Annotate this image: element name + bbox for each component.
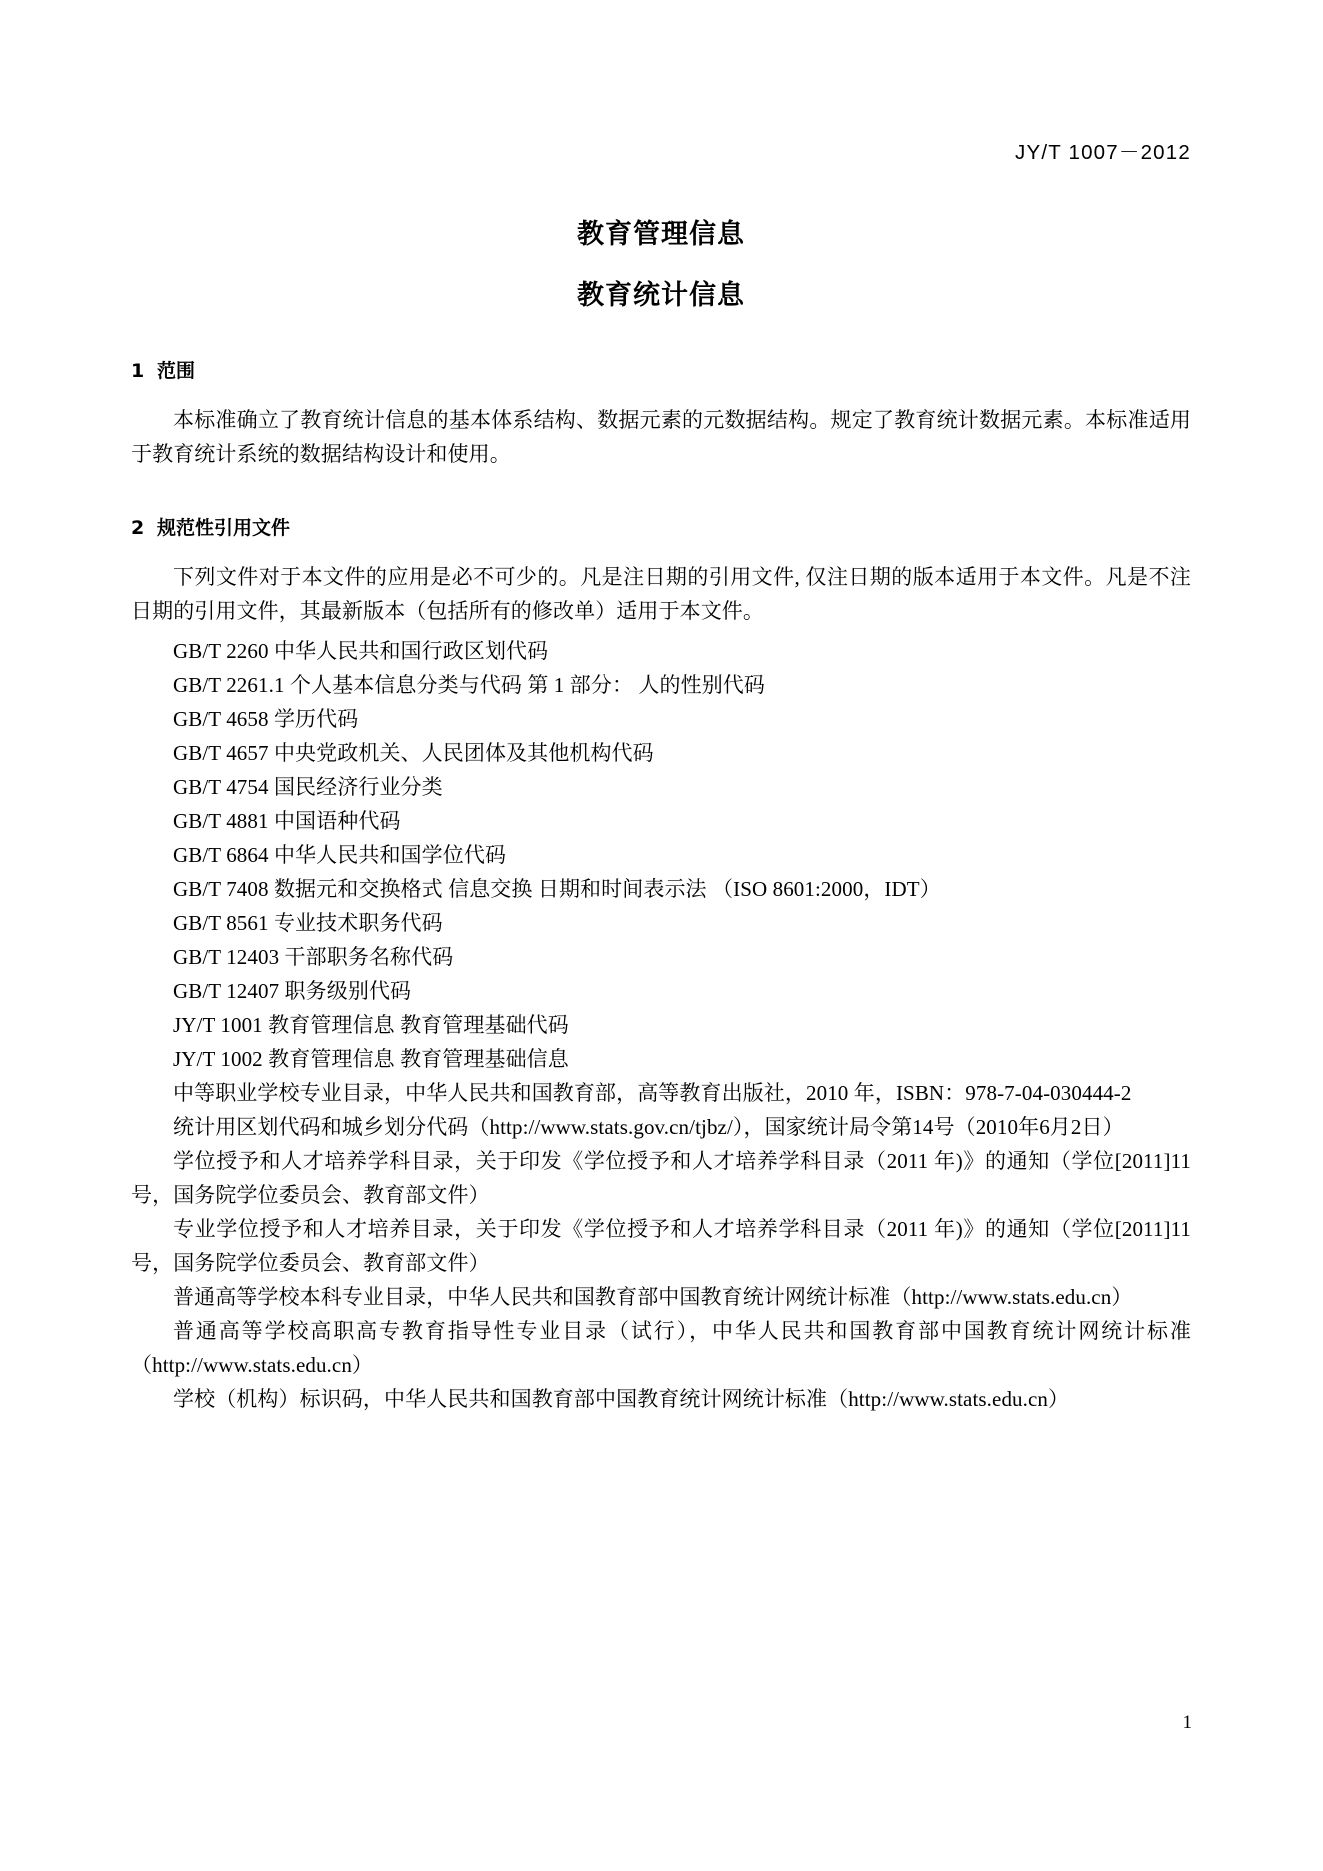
reference-item: 统计用区划代码和城乡划分代码（http://www.stats.gov.cn/tjbz/），国家统计局令第14号（2010年6月2日） [173, 1115, 1124, 1140]
reference-item: GB/T 12407 职务级别代码 [173, 979, 412, 1004]
reference-item: GB/T 7408 数据元和交换格式 信息交换 日期和时间表示法 （ISO 8601:2000，IDT） [173, 877, 941, 902]
reference-item: GB/T 8561 专业技术职务代码 [173, 911, 443, 936]
reference-item: GB/T 4754 国民经济行业分类 [173, 775, 443, 800]
reference-item: GB/T 4658 学历代码 [173, 707, 359, 732]
page-content [131, 0, 1191, 1416]
standard-number: JY/T 1007－2012 [1015, 141, 1191, 164]
reference-item: JY/T 1001 教育管理信息 教育管理基础代码 [173, 1013, 569, 1038]
reference-item: JY/T 1002 教育管理信息 教育管理基础信息 [173, 1047, 569, 1072]
reference-item: 中等职业学校专业目录，中华人民共和国教育部，高等教育出版社，2010 年，ISBN：978-7-04-030444-2 [173, 1081, 1132, 1106]
reference-item: 普通高等学校高职高专教育指导性专业目录（试行），中华人民共和国教育部中国教育统计网统计标准（http://www.stats.edu.cn） [131, 1319, 1191, 1378]
section-1-paragraph: 本标准确立了教育统计信息的基本体系结构、数据元素的元数据结构。规定了教育统计数据元素。本标准适用于教育统计系统的数据结构设计和使用。 [131, 408, 1191, 467]
reference-item: GB/T 4881 中国语种代码 [173, 809, 401, 834]
document-title-line2: 教育统计信息 [577, 280, 745, 311]
reference-item: 学校（机构）标识码，中华人民共和国教育部中国教育统计网统计标准（http://www.stats.edu.cn） [173, 1387, 1070, 1412]
section-heading-scope [131, 356, 1191, 383]
section-title-1: 范围 [157, 360, 196, 382]
section-title-2: 规范性引用文件 [157, 517, 291, 540]
normative-reference-list [131, 634, 1191, 1416]
reference-item: GB/T 2261.1 个人基本信息分类与代码 第 1 部分： 人的性别代码 [173, 673, 766, 698]
reference-item: GB/T 4657 中央党政机关、人民团体及其他机构代码 [173, 741, 654, 766]
section-heading-normative-references [131, 513, 1191, 540]
reference-item: 专业学位授予和人才培养目录，关于印发《学位授予和人才培养学科目录（2011 年)》的通知（学位[2011]11 号，国务院学位委员会、教育部文件） [131, 1217, 1191, 1276]
document-title-line1: 教育管理信息 [577, 219, 745, 250]
section-number-1: 1 [131, 360, 145, 382]
reference-item: GB/T 2260 中华人民共和国行政区划代码 [173, 639, 549, 664]
page-number: 1 [1182, 1712, 1192, 1733]
reference-item: 普通高等学校本科专业目录，中华人民共和国教育部中国教育统计网统计标准（http://www.stats.edu.cn） [173, 1285, 1133, 1310]
reference-item: 学位授予和人才培养学科目录，关于印发《学位授予和人才培养学科目录（2011 年)》的通知（学位[2011]11 号，国务院学位委员会、教育部文件） [131, 1149, 1191, 1208]
section-number-2: 2 [131, 517, 145, 540]
reference-item: GB/T 12403 干部职务名称代码 [173, 945, 454, 970]
reference-item: GB/T 6864 中华人民共和国学位代码 [173, 843, 507, 868]
section-2-paragraph: 下列文件对于本文件的应用是必不可少的。凡是注日期的引用文件, 仅注日期的版本适用于本文件。凡是不注日期的引用文件，其最新版本（包括所有的修改单）适用于本文件。 [131, 565, 1191, 624]
